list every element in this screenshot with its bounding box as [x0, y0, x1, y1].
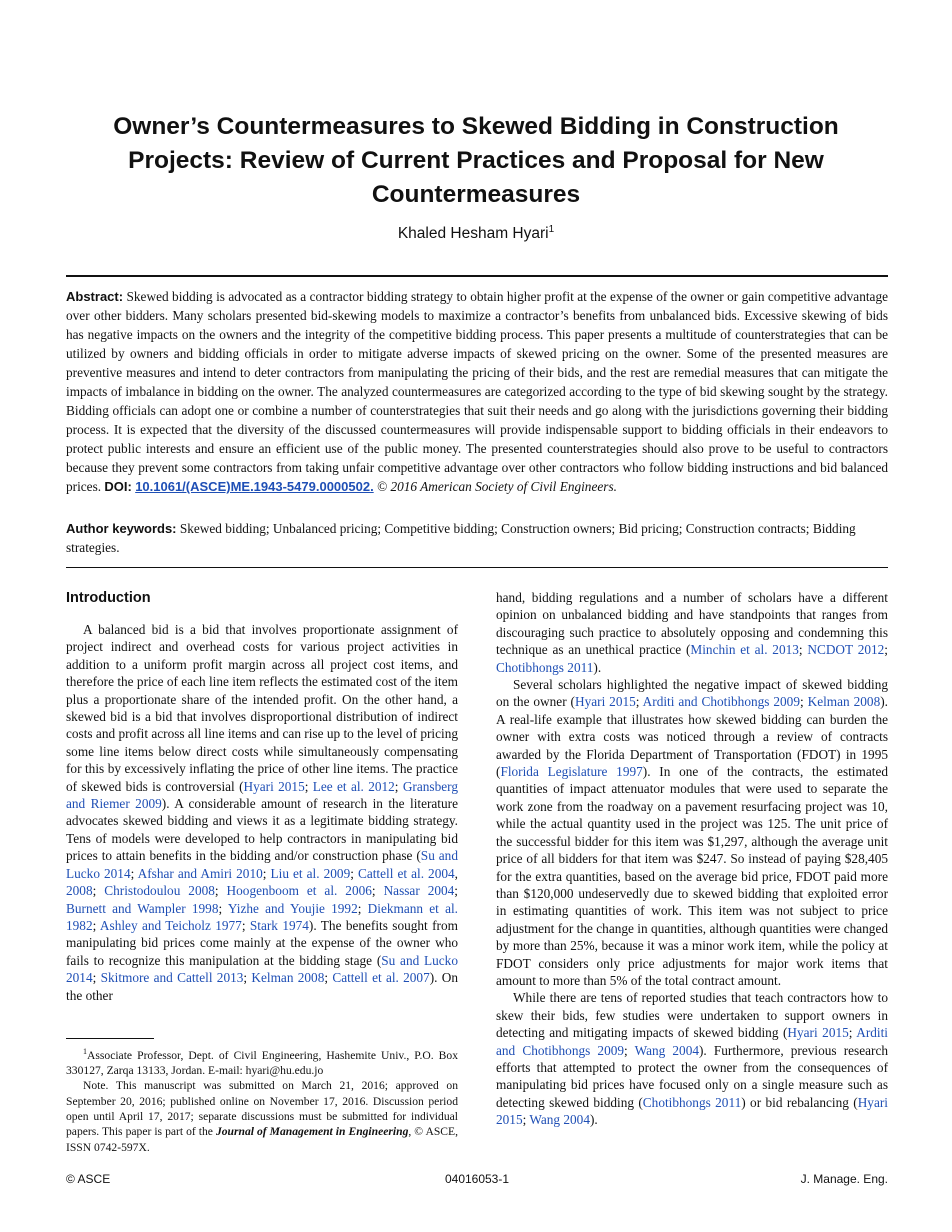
- manuscript-note-text: Note. This manuscript was submitted on March 21, 2016; approved on September 20, 2016; published online on November 17, 2016. Discussion period open until April 17, 2017; separate discussions must be submitted for individual papers. This paper is part of the: [66, 1079, 458, 1139]
- citation-link[interactable]: Liu et al. 2009: [270, 865, 351, 881]
- citation-link[interactable]: Skitmore and Cattell 2013: [100, 970, 244, 986]
- intro-paragraph-continued: hand, bidding regulations and a number of scholars have a different opinion on unbalanced bidding and have standpoints that ranges from discouraging such practice to absolutely opposing and condemning this technique as an unethical practice (Minchin et al. 2013; NCDOT 2012; Chotibhongs 2011).: [496, 590, 888, 675]
- citation-link[interactable]: Cattell et al. 2004: [357, 865, 455, 881]
- citation-link[interactable]: Afshar and Amiri 2010: [137, 865, 263, 881]
- citation-link[interactable]: Yizhe and Youjie 1992: [227, 900, 358, 916]
- abstract-text: Skewed bidding is advocated as a contractor bidding strategy to obtain higher profit at the expense of the owner or gain competitive advantage over other bidders. Many scholars presented bid-skewing models to maximize a contractor’s benefits from unbalanced bids. Excessive skewing of bids has negative impacts on the owners and the integrity of the competitive bidding process. This paper presents a multitude of counterstrategies that can be utilized by owners and bidding officials in order to mitigate adverse impacts of skewed pricing on the owner. Some of the presented measures are preventive measures and intend to deter contractors from manipulating the pricing of their bids, and the rest are remedial measures that can mitigate the impacts of imbalance in bidding on the owner. The analyzed countermeasures are categorized according to the type of bid skewing sought by the strategy. Bidding officials can adopt one or combine a number of counterstrategies that suit their needs and go along with the jurisdictions governing their bidding process. It is expected that the diversity of the discussed countermeasures will provide indispensable support to bidding officials in their endeavors to protect public interests and ensure an efficient use of the public money. The presented counterstrategies should also prove to be useful to contractors because they prevent some contractors from taking unfair competitive advantage over other contractors who follow bidding instructions and bid balanced prices.: [66, 289, 888, 494]
- keywords-text: Skewed bidding; Unbalanced pricing; Competitive bidding; Construction owners; Bid pricing; Construction contracts; Bidding strategies.: [66, 521, 856, 555]
- footer-journal: J. Manage. Eng.: [800, 1172, 888, 1186]
- intro-paragraph: Several scholars highlighted the negative impact of skewed bidding on the owner (Hyari 2015; Arditi and Chotibhongs 2009; Kelman 2008). A real-life example that illustrates how skewed bidding can burden the owner with extra costs was noticed through a review of contracts awarded by the Florida Department of Transportation (FDOT) in 1995 (Florida Legislature 1997). In one of the contracts, the estimated quantities of impact attenuator modules that were used to separate the work zone from the roadway on a pavement resurfacing project was 10, while the actual quantity used in the project was 125. The unit price of the successful bidder for this item was $1,297, although the average unit price of all bidders for that item was $247. So instead of paying $28,405 for the extra quantities, based on the average bid price, FDOT paid more than $120,000 undeservedly due to skewed bidding that exploited error in estimating quantities of work. This item was not subject to price adjustment for the change in quantities, although quantities were changed by more than 25%, because it was a minor work item, while the policy at FDOT considers only price adjustments for major work items that amount to more than 5% of the total contract amount.: [496, 677, 888, 988]
- citation-link[interactable]: Arditi and Chotibhongs 2009: [496, 1025, 888, 1058]
- citation-link[interactable]: Kelman 2008: [251, 970, 325, 986]
- citation-link[interactable]: NCDOT 2012: [807, 642, 885, 658]
- footnote-rule: [66, 1038, 154, 1039]
- right-column: [496, 589, 888, 1129]
- footer-publisher: © ASCE: [66, 1172, 111, 1186]
- citation-link[interactable]: Chotibhongs 2011: [642, 1094, 742, 1110]
- affiliation-footnote: [66, 1044, 458, 1078]
- abstract-bottom-rule: [66, 567, 888, 568]
- left-column: [66, 621, 458, 1004]
- citation-link[interactable]: Hoogenboom et al. 2006: [226, 883, 372, 899]
- footer-page-number: 04016053-1: [444, 1172, 510, 1186]
- manuscript-note-issn: , © ASCE, ISSN 0742-597X.: [66, 1125, 458, 1154]
- citation-link[interactable]: Su and Lucko 2014: [66, 848, 458, 881]
- author-name: Khaled Hesham Hyari: [397, 225, 549, 243]
- citation-link[interactable]: Kelman 2008: [807, 694, 881, 710]
- affiliation-text: Associate Professor, Dept. of Civil Engineering, Hashemite Univ., P.O. Box 330127, Zarqa 13133, Jordan. E-mail: hyari@hu.edu.jo: [66, 1048, 458, 1078]
- doi-link[interactable]: 10.1061/(ASCE)ME.1943-5479.0000502.: [135, 479, 374, 494]
- citation-link[interactable]: Nassar 2004: [383, 883, 455, 899]
- citation-link[interactable]: Arditi and Chotibhongs 2009: [642, 694, 800, 710]
- citation-link[interactable]: Cattell et al. 2007: [332, 970, 430, 986]
- author-keywords: [66, 519, 888, 557]
- doi-label: DOI:: [104, 479, 132, 494]
- author-line: [0, 224, 952, 243]
- citation-link[interactable]: Hyari 2015: [496, 1094, 888, 1128]
- citation-link[interactable]: Hyari 2015: [243, 778, 305, 794]
- paper-title: Owner’s Countermeasures to Skewed Bidding in Construction Projects: Review of Current Practices and Proposal for New Countermeasures: [113, 113, 839, 208]
- abstract-top-rule: [66, 275, 888, 277]
- footnotes: [66, 1044, 458, 1155]
- citation-link[interactable]: Christodoulou 2008: [104, 883, 215, 899]
- citation-link[interactable]: Gransberg and Riemer 2009: [66, 778, 458, 812]
- citation-link[interactable]: Diekmann et al. 1982: [66, 900, 458, 933]
- keywords-label: Author keywords:: [66, 521, 177, 536]
- intro-paragraph: While there are tens of reported studies that teach contractors how to skew their bids, few studies were undertaken to support owners in detecting and mitigating impacts of skewed bidding (Hyari 2015; Arditi and Chotibhongs 2009; Wang 2004). Furthermore, previous research efforts that attempted to protect the owner from the consequences of manipulating bid prices have focused only on a single measure such as detecting skewed bidding (Chotibhongs 2011) or bid rebalancing (Hyari 2015; Wang 2004).: [496, 990, 888, 1128]
- abstract: [66, 287, 888, 496]
- intro-paragraph: A balanced bid is a bid that involves proportionate assignment of project indirect and overhead costs for various project activities in addition to a uniform profit margin across all project cost items, and therefore the price of each line item reflects the estimated cost of the item plus a proportionate share of the intended profit. On the other hand, a skewed bid is a bid that involves disproportional distribution of indirect costs and profit across all line items and can rise up to the level of pricing some line items below direct costs while simultaneously compensating for this by excessively inflating the price of other line items. The practice of skewed bids is controversial (Hyari 2015; Lee et al. 2012; Gransberg and Riemer 2009). A considerable amount of research in the literature advocates skewed bidding and views it as a legitimate bidding strategy. Tens of models were developed to help contractors in manipulating bid prices to attain benefits in the bidding and/or construction phase (Su and Lucko 2014; Afshar and Amiri 2010; Liu et al. 2009; Cattell et al. 2004, 2008; Christodoulou 2008; Hoogenboom et al. 2006; Nassar 2004; Burnett and Wampler 1998; Yizhe and Youjie 1992; Diekmann et al. 1982; Ashley and Teicholz 1977; Stark 1974). The benefits sought from manipulating bid prices come mainly at the expense of the owner who fails to recognize this manipulation at the bidding stage (Su and Lucko 2014; Skitmore and Cattell 2013; Kelman 2008; Cattell et al. 2007). On the other: [66, 622, 459, 1003]
- citation-link[interactable]: Chotibhongs 2011: [496, 659, 594, 675]
- citation-link[interactable]: Ashley and Teicholz 1977: [99, 917, 242, 933]
- citation-link[interactable]: Wang 2004: [529, 1112, 590, 1128]
- citation-link[interactable]: Minchin et al. 2013: [690, 642, 799, 658]
- citation-link[interactable]: Stark 1974: [249, 917, 309, 933]
- citation-link[interactable]: Su and Lucko 2014: [66, 952, 458, 986]
- copyright-note: © 2016 American Society of Civil Engineers.: [377, 479, 617, 494]
- citation-link[interactable]: Lee et al. 2012: [312, 778, 395, 794]
- abstract-label: Abstract:: [66, 289, 124, 304]
- manuscript-note: [66, 1078, 458, 1154]
- journal-name: Journal of Management in Engineering: [215, 1125, 409, 1139]
- citation-link[interactable]: Hyari 2015: [574, 694, 636, 710]
- citation-link[interactable]: 2008: [66, 883, 93, 899]
- citation-link[interactable]: Hyari 2015: [787, 1025, 849, 1041]
- citation-link[interactable]: Florida Legislature 1997: [500, 764, 643, 780]
- section-heading-introduction: Introduction: [66, 590, 151, 606]
- author-affiliation-marker: 1: [548, 224, 555, 235]
- citation-link[interactable]: Burnett and Wampler 1998: [66, 900, 219, 916]
- citation-link[interactable]: Wang 2004: [634, 1042, 699, 1058]
- footnote-marker: 1: [83, 1047, 87, 1056]
